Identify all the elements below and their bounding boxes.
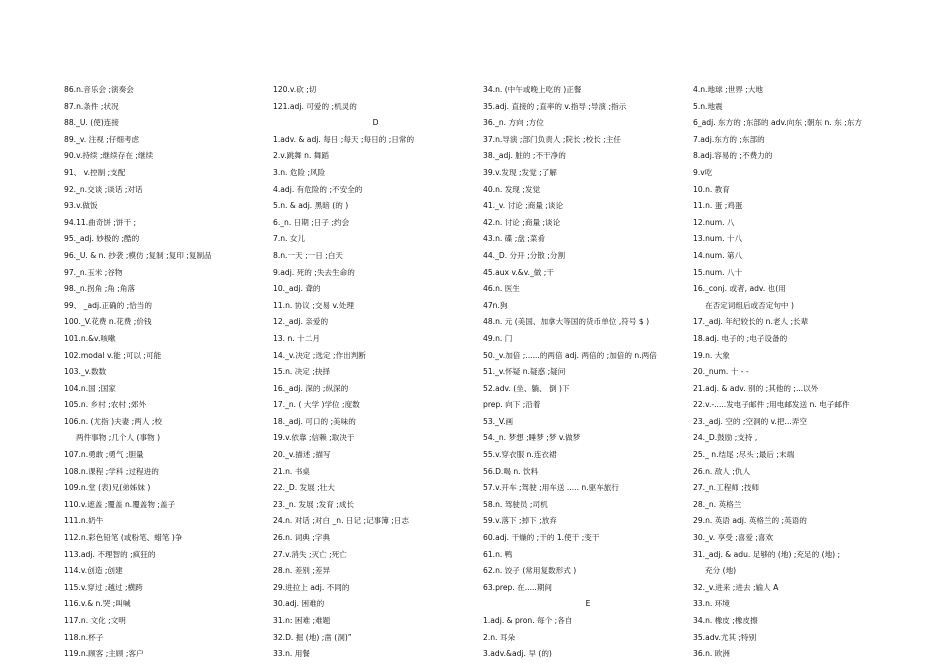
vocabulary-entry: 90.v.持续 ;继续存在 ;继续 <box>64 151 154 161</box>
vocabulary-entry: 26.n. 敌人 ;仇人 <box>693 466 751 476</box>
vocabulary-entry: 6._n. 日期 ;日子 ;约会 <box>273 217 350 227</box>
vocabulary-entry: 30.adj. 困难的 <box>273 599 325 609</box>
vocabulary-entry: 27.v.消失 ;灭亡 ;死亡 <box>273 549 347 559</box>
vocabulary-entry: 57.v.开车 ;驾驶 ;用车送 ..... n.驱车旅行 <box>483 483 619 493</box>
vocabulary-entry: 55.v.穿衣服 n.连衣裙 <box>483 450 557 460</box>
vocabulary-entry: 108.n.课程 ;学科 ;过程进的 <box>64 466 159 476</box>
vocabulary-entry: 16._conj. 或者, adv. 也(用 <box>693 284 786 294</box>
vocabulary-entry: 13.num. 十八 <box>693 234 743 244</box>
vocabulary-entry: 21.n. 书桌 <box>273 466 310 476</box>
vocabulary-entry: 17._adj. 年纪较长的 n.老人 ;长辈 <box>693 317 809 327</box>
vocabulary-entry: 28._n. 英格兰 <box>693 499 742 509</box>
vocabulary-entry: 10.n. 教育 <box>693 184 730 194</box>
vocabulary-entry: 22.v.-.....发电子邮件 ;用电邮发送 n. 电子邮件 <box>693 400 850 410</box>
vocabulary-entry: 116.v.& n.哭 ;叫喊 <box>64 599 131 609</box>
vocabulary-entry: 16._adj. 深的 ;纵深的 <box>273 383 349 393</box>
vocabulary-entry: 26.n. 词典 ;字典 <box>273 533 331 543</box>
vocabulary-entry: 21.adj. & adv. 别的 ;其他的 ;...以外 <box>693 383 819 393</box>
vocabulary-entry: 3.adv.&adj. 早 (的) <box>483 649 552 659</box>
vocabulary-entry: 37.n.导演 ;部门负责人 ;院长 ;校长 ;主任 <box>483 134 621 144</box>
vocabulary-entry: 47n.狗 <box>483 300 508 310</box>
vocabulary-entry: 14._v.决定 ;选定 ;作出判断 <box>273 350 366 360</box>
vocabulary-entry: 91、 v.控制 ;支配 <box>64 167 126 177</box>
vocabulary-entry: 61.n. 鸭 <box>483 549 513 559</box>
vocabulary-entry: 3.n. 危险 ;风险 <box>273 167 326 177</box>
vocabulary-entry: 7.n. 女儿 <box>273 234 306 244</box>
vocabulary-entry: 117.n. 文化 ;文明 <box>64 616 126 625</box>
vocabulary-entry: 89._v. 注视 ;仔细考虑 <box>64 134 140 144</box>
vocabulary-entry: 48.n. 元 (美国、加拿大等国的货币单位 ,符号 $ ) <box>483 317 650 327</box>
vocabulary-entry: 9.v吃 <box>693 167 713 177</box>
vocabulary-entry: 106.n. (尤指 )夫妻 ;两人 ;校 <box>64 416 162 426</box>
vocabulary-entry: 118.n.杯子 <box>64 632 104 642</box>
vocabulary-entry: 40.n. 发现 ;发觉 <box>483 184 541 194</box>
vocabulary-entry: 13. n. 十二月 <box>273 333 320 343</box>
vocabulary-entry: 98._n.拐角 ;角 ;角落 <box>64 284 136 294</box>
vocabulary-entry: 23._n. 发展 ;发育 ;成长 <box>273 499 355 509</box>
vocabulary-entry: 36.n. 欧洲 <box>693 649 730 659</box>
vocabulary-column-2 <box>273 82 478 663</box>
vocabulary-entry: 14.num. 第八 <box>693 250 743 260</box>
vocabulary-entry: 2.n. 耳朵 <box>483 632 516 642</box>
vocabulary-entry: 114.v.创造 ;创建 <box>64 566 123 576</box>
vocabulary-entry: 112.n.彩色铅笔 (或粉笔、蜡笔 )争 <box>64 533 183 543</box>
vocabulary-entry: 62.n. 饺子 (常用复数形式 ) <box>483 566 577 576</box>
vocabulary-entry: 28.n. 差别 ;差异 <box>273 566 331 576</box>
vocabulary-entry: 9.adj. 死的 ;失去生命的 <box>273 267 355 277</box>
vocabulary-entry: 36._n. 方向 ;方位 <box>483 118 544 128</box>
vocabulary-entry: 119.n.顾客 ;主顾 ;客户 <box>64 649 144 659</box>
vocabulary-entry: 110.v.遮盖 ;覆盖 n.覆盖物 ;盖子 <box>64 499 176 509</box>
vocabulary-entry: 94.11.曲奇饼 ;饼干 ; <box>64 217 137 227</box>
vocabulary-entry: 20._v.描述 ;描写 <box>273 450 331 460</box>
vocabulary-entry: 11.n. 协议 ;交易 v.处理 <box>273 300 354 310</box>
vocabulary-entry: 120.v.砍 ;切 <box>273 85 317 94</box>
vocabulary-entry: 8.adj.容易的 ;不费力的 <box>693 151 773 161</box>
vocabulary-entry: 29.进拉上 adj. 不同的 <box>273 582 350 592</box>
vocabulary-entry: 53._V.画 <box>483 416 514 426</box>
vocabulary-entry: 20._num. 十 - - <box>693 367 749 377</box>
vocabulary-entry: 24._D.鼓励 ;支持 , <box>693 433 758 443</box>
vocabulary-entry: 113.adj. 不理智的 ;疯狂的 <box>64 549 156 559</box>
vocabulary-entry: 8.n.一天 ;一日 ;白天 <box>273 250 343 260</box>
vocabulary-entry: 4.adj. 有危险的 ;不安全的 <box>273 184 363 194</box>
vocabulary-entry: 121.adj. 可爱的 ;机灵的 <box>273 101 357 111</box>
vocabulary-entry: 27._n.工程师 ;技师 <box>693 483 760 493</box>
vocabulary-entry: 32._v.进来 ;进去 ;输人 A <box>693 582 779 592</box>
vocabulary-entry: 50._v.加倍 ;......的两倍 adj. 两倍的 ;加倍的 n.两倍 <box>483 350 657 360</box>
vocabulary-entry: 18._adj. 可口的 ;美味的 <box>273 416 356 426</box>
vocabulary-entry: 104.n.国 ;国家 <box>64 383 116 393</box>
vocabulary-entry: 52.adv. (坐、躺、 倒 )下 <box>483 383 570 393</box>
vocabulary-entry: 39.v.发现 ;发觉 ;了解 <box>483 167 557 177</box>
vocabulary-entry: 88._U. (使)连接 <box>64 118 119 128</box>
vocabulary-entry: 60.adj. 干燥的 ;干的 1.使干 ;变干 <box>483 533 600 543</box>
vocabulary-entry: 102.modal v.能 ;可以 ;可能 <box>64 350 162 360</box>
vocabulary-entry: 6_adj. 东方的 ;东部的 adv.向东 ;朝东 n. 东 ;东方 <box>693 118 862 128</box>
vocabulary-entry: 35.adv.尤其 ;特别 <box>693 632 757 642</box>
vocabulary-entry: 33.n. 环境 <box>693 599 730 609</box>
vocabulary-entry: 34.n. (中午或晚上吃的 )正餐 <box>483 85 582 94</box>
vocabulary-entry: 51._v.怀疑 n.疑惑 ;疑问 <box>483 367 566 377</box>
vocabulary-entry: 33.n. 用餐 <box>273 649 310 659</box>
vocabulary-entry: 在否定词组后或否定句中 ) <box>705 300 794 310</box>
vocabulary-entry: 103._v.数数 <box>64 367 107 377</box>
vocabulary-entry: 86.n.音乐会 ;演奏会 <box>64 85 134 94</box>
vocabulary-entry: 19.v.依靠 ;信赖 ;取决于 <box>273 433 355 443</box>
vocabulary-entry: 5.n.地震 <box>693 101 723 111</box>
vocabulary-entry: 4.n.地球 ;世界 ;大地 <box>693 85 763 94</box>
vocabulary-entry: 87.n.条件 ;状况 <box>64 101 119 111</box>
vocabulary-entry: 1.adv. & adj. 每日 ;每天 ;每日的 ;日常的 <box>273 134 415 144</box>
vocabulary-entry: 31._adj. & adu. 足够的 (地) ;充足的 (地) ; <box>693 549 841 559</box>
vocabulary-entry: 12._adj. 亲爱的 <box>273 317 329 327</box>
section-letter-heading: D <box>372 118 379 128</box>
vocabulary-entry: 63.prep. 在.....期间 <box>483 582 553 592</box>
vocabulary-entry: 15.num. 八十 <box>693 267 743 277</box>
vocabulary-entry: 23._adj. 空的 ;空洞的 v.把...弄空 <box>693 416 807 426</box>
vocabulary-entry: 2.v.跳舞 n. 舞蹈 <box>273 151 329 161</box>
section-letter-heading: E <box>585 599 591 609</box>
vocabulary-entry: 101.n.&v.咳嗽 <box>64 333 116 343</box>
vocabulary-entry: prep. 向下 ;沿着 <box>483 400 541 410</box>
vocabulary-entry: 115.v.穿过 ;越过 ;横跨 <box>64 582 143 592</box>
vocabulary-entry: 7.adj.东方的 ;东部的 <box>693 134 765 144</box>
vocabulary-entry: 24.n. 对话 ;对白 _n. 日记 ;记事簿 ;日志 <box>273 516 410 526</box>
vocabulary-entry: 95._adj. 妙极的 ;酷的 <box>64 234 140 244</box>
vocabulary-entry: 25._ n.结尾 ;尽头 ;最后 ;末端 <box>693 450 795 460</box>
vocabulary-column-4 <box>693 82 893 663</box>
vocabulary-entry: 1.adj. & pron. 每个 ;各自 <box>483 616 573 625</box>
vocabulary-entry: 30._v. 享受 ;喜爱 ;喜欢 <box>693 533 774 543</box>
vocabulary-entry: 12.num. 八 <box>693 217 735 227</box>
vocabulary-column-1 <box>64 82 264 663</box>
vocabulary-entry: 29.n. 英语 adj. 英格兰的 ;英语的 <box>693 516 807 526</box>
vocabulary-entry: 54._n. 梦想 ;睡梦 ;梦 v.做梦 <box>483 433 581 443</box>
vocabulary-entry: 15.n. 决定 ;抉择 <box>273 367 331 377</box>
vocabulary-entry: 43.n. 碟 ;盘 ;菜肴 <box>483 234 546 244</box>
vocabulary-entry: 96._U. & n. 抄袭 ;模仿 ;复制 ;复印 ;复制品 <box>64 250 212 260</box>
vocabulary-entry: 32.D. 掘 (地) ;凿 (洞)” <box>273 632 352 642</box>
vocabulary-entry: 58.n. 驾驶员 ;司机 <box>483 499 548 509</box>
vocabulary-entry: 35.adj. 直接的 ;直率的 v.指导 ;导演 ;指示 <box>483 101 627 111</box>
vocabulary-entry: 42.n. 讨论 ;商量 ;谈论 <box>483 217 561 227</box>
vocabulary-column-3 <box>483 82 693 663</box>
vocabulary-entry: 100._V.花费 n.花费 ;价钱 <box>64 317 152 327</box>
vocabulary-entry: 34.n. 橡皮 ;橡皮擦 <box>693 616 758 625</box>
vocabulary-entry: 92._n.交谈 ;谈话 ;对话 <box>64 184 143 194</box>
vocabulary-entry: 22._D. 发展 ;壮大 <box>273 483 335 493</box>
vocabulary-entry: 10._adj. 聋的 <box>273 284 321 294</box>
vocabulary-entry: 17._n. ( 大学 )学位 ;度数 <box>273 400 360 410</box>
vocabulary-entry: 49.n. 门 <box>483 333 513 343</box>
vocabulary-entry: 93.v.做饭 <box>64 201 98 211</box>
vocabulary-entry: 18.adj. 电子的 ;电子设备的 <box>693 333 788 343</box>
vocabulary-entry: 11.n. 蛋 ;鸡蛋 <box>693 201 743 211</box>
vocabulary-entry: 19.n. 大象 <box>693 350 730 360</box>
vocabulary-entry: 两件事物 ;几个人 (事物 ) <box>76 433 161 443</box>
vocabulary-entry: 38._adj. 脏的 ;不干净的 <box>483 151 566 161</box>
vocabulary-entry: 99、 _adj.正确的 ;恰当的 <box>64 300 152 310</box>
vocabulary-entry: 5.n. & adj. 黑暗 (的 ) <box>273 201 349 211</box>
vocabulary-entry: 31.n: 困难 ;难题 <box>273 616 331 625</box>
vocabulary-entry: 41._v. 讨论 ;商量 ;谈论 <box>483 201 564 211</box>
vocabulary-entry: 56.D.喝 n. 饮料 <box>483 466 539 476</box>
vocabulary-entry: 111.n.奶牛 <box>64 516 104 526</box>
vocabulary-entry: 充分 (地) <box>705 566 737 576</box>
vocabulary-entry: 45.aux v.&v._做 ;干 <box>483 267 554 277</box>
vocabulary-entry: 109.n.堂 (表)兄(弟姊妹 ) <box>64 483 151 493</box>
vocabulary-entry: 59.v.落下 ;掉下 ;放弃 <box>483 516 557 526</box>
vocabulary-entry: 44._D. 分开 ;分散 ;分割 <box>483 250 566 260</box>
vocabulary-entry: 46.n. 医生 <box>483 284 520 294</box>
vocabulary-entry: 107.n.勇敢 ;勇气 ;胆量 <box>64 450 144 460</box>
vocabulary-entry: 97._n.玉米 ;谷物 <box>64 267 123 277</box>
vocabulary-entry: 105.n. 乡村 ;农村 ;郊外 <box>64 400 147 410</box>
